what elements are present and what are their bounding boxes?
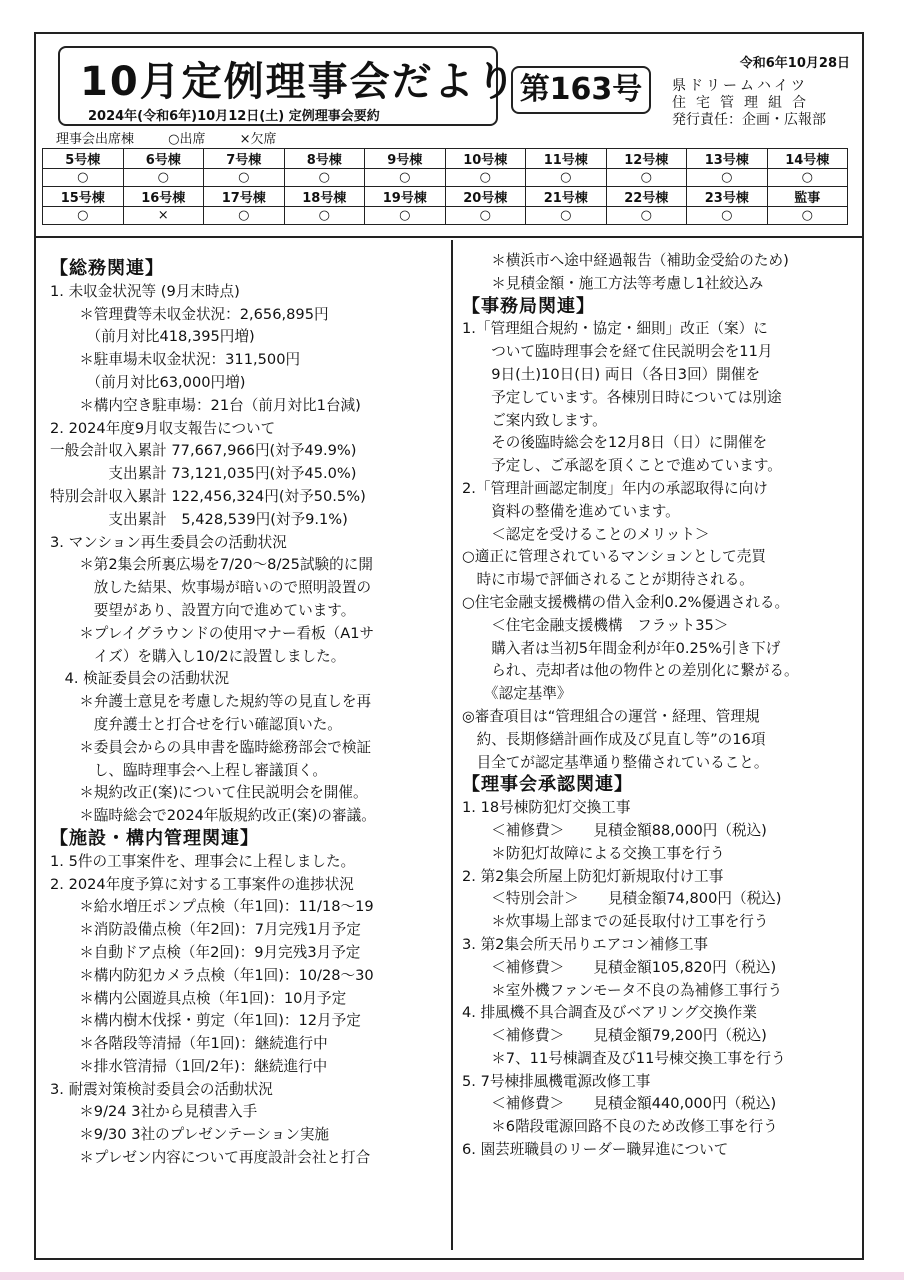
attendance-mark: ○ (284, 207, 365, 225)
text-line: ＊構内空き駐車場：21台（前月対比1台減) (50, 396, 361, 414)
text-line: ＊排水管清掃（1回/2年)：継続進行中 (50, 1057, 328, 1075)
text-line: 特別会計収入累計 122,456,324円(対予50.5%) (50, 487, 366, 505)
attendance-mark: ○ (687, 169, 768, 187)
org-name-line1: 県ドリームハイツ (672, 78, 808, 94)
text-line: 1. 5件の工事案件を、理事会に上程しました。 (50, 852, 356, 870)
newsletter-title: 10月定例理事会だより (80, 59, 518, 105)
building-label: 22号棟 (606, 187, 687, 207)
text-line: 1.「管理組合規約・協定・細則」改正（案）に (462, 320, 768, 338)
text-line: 支出累計 5,428,539円(対予9.1%) (50, 510, 348, 528)
attendance-mark: ○ (204, 207, 285, 225)
attendance-mark: ○ (365, 169, 446, 187)
text-line: ＊プレゼン内容について再度設計会社と打合 (50, 1149, 371, 1167)
text-line: 目全てが認定基準通り整備されていること。 (462, 753, 769, 771)
text-line: 4. 排風機不具合調査及びベアリング交換作業 (462, 1004, 757, 1022)
section-heading: 【事務局関連】 (462, 295, 595, 317)
publisher-block (672, 78, 826, 129)
text-line: ＊6階段電源回路不良のため改修工事を行う (462, 1118, 778, 1136)
text-line: ＊第2集会所裏広場を7/20～8/25試験的に開 (50, 556, 373, 574)
attendance-mark: ○ (445, 169, 526, 187)
section-heading: 【総務関連】 (50, 258, 164, 279)
text-line: ＊規約改正(案)について住民説明会を開催。 (50, 784, 368, 802)
building-label: 17号棟 (204, 187, 285, 207)
issue-date: 令和6年10月28日 (739, 56, 850, 71)
text-line: （前月対比63,000円増) (50, 373, 246, 391)
attendance-mark: ○ (43, 207, 124, 225)
building-label: 21号棟 (526, 187, 607, 207)
text-line: 3. 耐震対策検討委員会の活動状況 (50, 1080, 273, 1098)
text-line: 2.「管理計画認定制度」年内の承認取得に向け (462, 479, 768, 497)
attendance-caption (56, 128, 307, 147)
text-line: 要望があり、設置方向で進めています。 (50, 601, 356, 619)
text-line: ＊9/24 3社から見積書入手 (50, 1103, 258, 1121)
text-line: ついて臨時理事会を経て住民説明会を11月 (462, 343, 773, 361)
text-line: 3. 第2集会所天吊りエアコン補修工事 (462, 935, 709, 953)
text-line: ＊見積金額・施工方法等考慮し1社絞込み (462, 274, 764, 292)
building-label: 5号棟 (43, 149, 124, 169)
section-divider (36, 236, 862, 238)
text-line: 《認定基準》 (462, 685, 572, 703)
building-label: 12号棟 (606, 149, 687, 169)
attendance-mark: ○ (43, 169, 124, 187)
legend-absent: ×欠席 (239, 132, 277, 147)
building-label: 7号棟 (204, 149, 285, 169)
building-label: 8号棟 (284, 149, 365, 169)
text-line: 一般会計収入累計 77,667,966円(対予49.9%) (50, 442, 357, 460)
text-line: ＜認定を受けることのメリット＞ (462, 525, 710, 543)
attendance-mark: ○ (526, 169, 607, 187)
title-box (58, 46, 518, 126)
attendance-mark: ○ (606, 207, 687, 225)
attendance-title: 理事会出席棟 (56, 132, 135, 147)
text-line: 支出累計 73,121,035円(対予45.0%) (50, 465, 357, 483)
building-label: 13号棟 (687, 149, 768, 169)
attendance-row-marks-2 (43, 207, 848, 225)
text-line: 放した結果、炊事場が暗いので照明設置の (50, 579, 372, 597)
text-line: 度弁護士と打合せを行い確認頂いた。 (50, 715, 342, 733)
text-line: ○住宅金融支援機構の借入金利0.2%優遇される。 (462, 593, 790, 611)
text-line: ＊炊事場上部までの延長取付け工事を行う (462, 913, 769, 931)
building-label: 20号棟 (445, 187, 526, 207)
text-line: その後臨時総会を12月8日（日）に開催を (462, 434, 768, 452)
text-line: ＊プレイグラウンドの使用マナー看板（A1サ (50, 624, 375, 642)
text-line: ＜補修費＞ 見積金額79,200円（税込) (462, 1027, 767, 1045)
building-label: 14号棟 (767, 149, 848, 169)
attendance-row-marks-1 (43, 169, 848, 187)
section-heading: 【施設・構内管理関連】 (50, 827, 259, 849)
text-line: ＊弁護士意見を考慮した規約等の見直しを再 (50, 693, 372, 711)
text-line: ＊構内樹木伐採・剪定（年1回)：12月予定 (50, 1012, 361, 1030)
text-line: ＊横浜市へ途中経過報告（補助金受給のため) (462, 252, 789, 269)
building-label: 19号棟 (365, 187, 446, 207)
text-line: ＊消防設備点検（年2回)：7月完残1月予定 (50, 921, 361, 939)
building-label: 11号棟 (526, 149, 607, 169)
text-line: ＊構内公園遊具点検（年1回)：10月予定 (50, 989, 347, 1007)
page-edge-strip (0, 1272, 904, 1280)
text-line: ＜補修費＞ 見積金額440,000円（税込) (462, 1095, 777, 1113)
text-line: ＜補修費＞ 見積金額88,000円（税込) (462, 821, 767, 839)
text-line: ＊管理費等未収金状況：2,656,895円 (50, 305, 329, 323)
text-line: ＜特別会計＞ 見積金額74,800円（税込) (462, 890, 782, 908)
attendance-mark: ○ (284, 169, 365, 187)
text-line: ＊室外機ファンモータ不良の為補修工事行う (462, 981, 783, 999)
text-line: 1. 未収金状況等 (9月末時点) (50, 282, 240, 300)
text-line: 4. 検証委員会の活動状況 (50, 670, 230, 688)
text-line: ＜補修費＞ 見積金額105,820円（税込) (462, 958, 777, 976)
text-line: ○適正に管理されているマンションとして売買 (462, 548, 766, 566)
attendance-mark: × (123, 207, 204, 225)
building-label: 23号棟 (687, 187, 768, 207)
text-line: ＊構内防犯カメラ点検（年1回)：10/28～30 (50, 966, 374, 984)
publisher-responsible: 発行責任：企画・広報部 (672, 112, 826, 128)
building-label: 10号棟 (445, 149, 526, 169)
text-line: ご案内致します。 (462, 411, 607, 429)
building-label: 18号棟 (284, 187, 365, 207)
text-line: ＊駐車場未収金状況：311,500円 (50, 351, 301, 369)
column-separator (451, 240, 453, 1250)
text-line: 時に市場で評価されることが期待される。 (462, 571, 754, 589)
text-line: 1. 18号棟防犯灯交換工事 (462, 799, 631, 817)
building-label: 9号棟 (365, 149, 446, 169)
text-line: 資料の整備を進めています。 (462, 502, 680, 520)
text-line: ＊給水増圧ポンプ点検（年1回)：11/18～19 (50, 898, 374, 916)
left-column (50, 258, 448, 1170)
org-name-line2: 住宅管理組合 (672, 95, 816, 111)
attendance-mark: ○ (767, 207, 848, 225)
attendance-row-labels-1 (43, 149, 848, 169)
text-line: 購入者は当初5年間金利が年0.25%引き下げ (462, 639, 781, 657)
text-line: 2. 2024年度9月収支報告について (50, 419, 276, 437)
building-label: 15号棟 (43, 187, 124, 207)
text-line: ＊7、11号棟調査及び11号棟交換工事を行う (462, 1049, 786, 1067)
text-line: ◎審査項目は“管理組合の運営・経理、管理規 (462, 707, 760, 725)
attendance-table (42, 148, 848, 225)
meeting-subtitle: 2024年(令和6年)10月12日(土) 定例理事会要約 (88, 109, 380, 124)
text-line: ＊自動ドア点検（年2回)：9月完残3月予定 (50, 943, 361, 961)
text-line: 予定しています。各棟別日時については別途 (462, 388, 782, 406)
text-line: ＜住宅金融支援機構 フラット35＞ (462, 616, 729, 634)
text-line: られ、売却者は他の物件との差別化に繋がる。 (462, 662, 799, 680)
attendance-row-labels-2 (43, 187, 848, 207)
building-label: 監事 (767, 187, 848, 207)
section-heading: 【理事会承認関連】 (462, 774, 633, 796)
text-line: ＊各階段等清掃（年1回)：継続進行中 (50, 1035, 328, 1053)
text-line: し、臨時理事会へ上程し審議頂く。 (50, 761, 327, 779)
text-line: 3. マンション再生委員会の活動状況 (50, 533, 287, 551)
attendance-mark: ○ (526, 207, 607, 225)
issue-number: 第163号 (511, 66, 651, 114)
attendance-mark: ○ (606, 169, 687, 187)
attendance-mark: ○ (204, 169, 285, 187)
text-line: 約、長期修繕計画作成及び見直し等”の16項 (462, 730, 766, 748)
attendance-mark: ○ (445, 207, 526, 225)
attendance-mark: ○ (365, 207, 446, 225)
building-label: 6号棟 (123, 149, 204, 169)
text-line: ＊9/30 3社のプレゼンテーション実施 (50, 1126, 330, 1144)
text-line: イズ）を購入し10/2に設置しました。 (50, 647, 346, 665)
text-line: ＊臨時総会で2024年版規約改正(案)の審議。 (50, 807, 376, 825)
attendance-mark: ○ (767, 169, 848, 187)
text-line: 2. 第2集会所屋上防犯灯新規取付け工事 (462, 867, 724, 885)
legend-present: ○出席 (168, 132, 206, 147)
text-line: ＊防犯灯故障による交換工事を行う (462, 844, 725, 862)
text-line: 5. 7号棟排風機電源改修工事 (462, 1072, 651, 1090)
text-line: 予定し、ご承認を頂くことで進めています。 (462, 457, 782, 475)
attendance-mark: ○ (687, 207, 768, 225)
attendance-mark: ○ (123, 169, 204, 187)
text-line: （前月対比418,395円増) (50, 328, 255, 346)
text-line: 2. 2024年度予算に対する工事案件の進捗状況 (50, 875, 354, 893)
building-label: 16号棟 (123, 187, 204, 207)
text-line: ＊委員会からの具申書を臨時総務部会で検証 (50, 738, 372, 756)
text-line: 9日(土)10日(日) 両日（各日3回）開催を (462, 365, 761, 383)
right-column (462, 250, 858, 1162)
text-line: 6. 園芸班職員のリーダー職昇進について (462, 1141, 729, 1159)
